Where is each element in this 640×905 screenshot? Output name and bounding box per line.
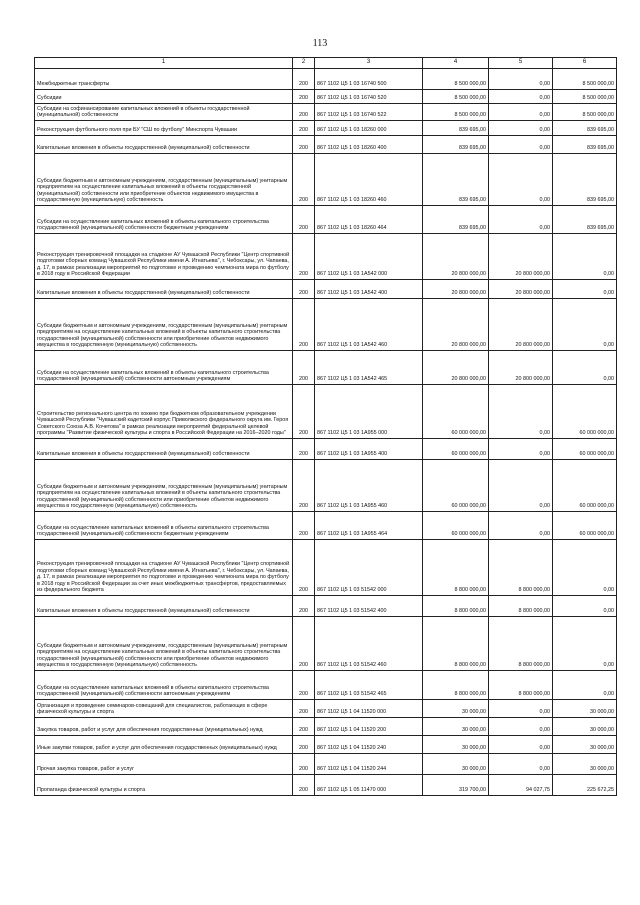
row-code-cell: 200 [293,385,315,439]
table-row [35,775,617,796]
row-name-cell: Субсидии на осуществление капитальных вложений в объекты капитального строительства государственной (муниципальной) собственности автономным учреждениям [35,671,293,700]
row-name-cell: Субсидии на осуществление капитальных вложений в объекты капитального строительства государственной (муниципальной) собственности бюджетным учреждениям [35,512,293,540]
row-code-cell: 200 [293,299,315,351]
row-kbk-cell: 867 1102 Ц5 1 03 18260 000 [315,121,423,136]
row-kbk-cell: 867 1102 Ц5 1 03 18260 464 [315,206,423,234]
column-header: 5 [489,58,553,69]
row-name-cell: Реконструкция тренировочной площадки на стадионе АУ Чувашской Республики "Центр спортивной подготовки сборных команд Чувашской Республики имени А. Игнатьева", г. Чебоксары, ул. Чапаева, д. 17, в рамках реализации мероприятий по подготовке и проведению чемпионата мира по футболу в 2018 году в Российской Федерации [35,234,293,280]
row-amount-republic-cell: 0,00 [553,540,617,596]
row-name-cell: Иные закупки товаров, работ и услуг для обеспечения государственных (муниципальных) нужд [35,736,293,754]
budget-table [34,57,617,796]
row-amount-federal-cell: 0,00 [489,700,553,718]
row-amount-federal-cell: 0,00 [489,754,553,775]
row-amount-republic-cell: 0,00 [553,671,617,700]
row-kbk-cell: 867 1102 Ц5 1 03 16740 500 [315,69,423,90]
row-kbk-cell: 867 1102 Ц5 1 04 11520 000 [315,700,423,718]
table-row [35,104,617,121]
row-name-cell: Межбюджетные трансферты [35,69,293,90]
row-amount-federal-cell: 0,00 [489,512,553,540]
row-amount-federal-cell: 0,00 [489,136,553,154]
row-amount-republic-cell: 60 000 000,00 [553,460,617,512]
table-row [35,540,617,596]
row-code-cell: 200 [293,540,315,596]
row-amount-federal-cell: 20 800 000,00 [489,280,553,299]
row-amount-cell: 839 695,00 [423,154,489,206]
row-name-cell: Капитальные вложения в объекты государственной (муниципальной) собственности [35,596,293,617]
row-amount-republic-cell: 225 672,25 [553,775,617,796]
row-amount-cell: 30 000,00 [423,718,489,736]
table-row [35,299,617,351]
row-amount-cell: 319 700,00 [423,775,489,796]
row-amount-republic-cell: 60 000 000,00 [553,439,617,460]
table-row [35,90,617,104]
row-amount-cell: 8 500 000,00 [423,104,489,121]
row-amount-federal-cell: 20 800 000,00 [489,234,553,280]
row-kbk-cell: 867 1102 Ц5 1 03 16740 520 [315,90,423,104]
row-kbk-cell: 867 1102 Ц5 1 03 51542 465 [315,671,423,700]
row-code-cell: 200 [293,280,315,299]
column-header: 1 [35,58,293,69]
row-amount-cell: 8 800 000,00 [423,596,489,617]
row-amount-cell: 60 000 000,00 [423,512,489,540]
row-name-cell: Субсидии бюджетным и автономным учреждениям, государственным (муниципальным) унитарным предприятиям на осуществление капитальных вложений в объекты государственной (муниципальной) собственности или приобретение объектов недвижимого имущества в государственную (муниципальную) собственность [35,154,293,206]
row-name-cell: Прочая закупка товаров, работ и услуг [35,754,293,775]
row-code-cell: 200 [293,775,315,796]
row-name-cell: Реконструкция футбольного поля при БУ "СШ по футболу" Минспорта Чувашии [35,121,293,136]
column-header: 3 [315,58,423,69]
row-name-cell: Капитальные вложения в объекты государственной (муниципальной) собственности [35,439,293,460]
row-kbk-cell: 867 1102 Ц5 1 03 1А542 465 [315,351,423,385]
row-amount-federal-cell: 0,00 [489,104,553,121]
row-amount-federal-cell: 8 800 000,00 [489,540,553,596]
row-code-cell: 200 [293,136,315,154]
page-number: 113 [312,38,328,49]
row-amount-cell: 30 000,00 [423,700,489,718]
row-amount-cell: 20 800 000,00 [423,280,489,299]
row-kbk-cell: 867 1102 Ц5 1 04 11520 244 [315,754,423,775]
row-amount-federal-cell: 0,00 [489,439,553,460]
table-row [35,121,617,136]
row-amount-cell: 839 695,00 [423,206,489,234]
row-code-cell: 200 [293,90,315,104]
row-amount-federal-cell: 0,00 [489,460,553,512]
row-kbk-cell: 867 1102 Ц5 1 03 1А955 460 [315,460,423,512]
row-amount-cell: 8 800 000,00 [423,617,489,671]
row-amount-federal-cell: 8 800 000,00 [489,671,553,700]
row-amount-federal-cell: 0,00 [489,154,553,206]
row-amount-federal-cell: 0,00 [489,121,553,136]
row-name-cell: Капитальные вложения в объекты государственной (муниципальной) собственности [35,280,293,299]
row-kbk-cell: 867 1102 Ц5 1 04 11520 200 [315,718,423,736]
row-amount-cell: 20 800 000,00 [423,234,489,280]
row-code-cell: 200 [293,154,315,206]
row-amount-cell: 8 800 000,00 [423,540,489,596]
row-code-cell: 200 [293,121,315,136]
row-amount-cell: 20 800 000,00 [423,299,489,351]
row-amount-cell: 8 500 000,00 [423,90,489,104]
row-amount-federal-cell: 8 800 000,00 [489,596,553,617]
row-code-cell: 200 [293,206,315,234]
row-name-cell: Реконструкция тренировочной площадки на стадионе АУ Чувашской Республики "Центр спортивной подготовки сборных команд Чувашской Республики имени А. Игнатьева", г. Чебоксары, ул. Чапаева, д. 17, в рамках реализации мероприятия по подготовке и проведению чемпионата мира по футболу в 2018 году в Российской Федерации за счет иных межбюджетных трансфертов, предоставляемых из федерального бюджета [35,540,293,596]
row-code-cell: 200 [293,69,315,90]
row-amount-republic-cell: 0,00 [553,617,617,671]
row-name-cell: Закупка товаров, работ и услуг для обеспечения государственных (муниципальных) нужд [35,718,293,736]
row-name-cell: Субсидии бюджетным и автономным учреждениям, государственным (муниципальным) унитарным предприятиям на осуществление капитальных вложений в объекты капитального строительства государственной (муниципальной) собственности или приобретение объектов недвижимого имущества в государственную (муниципальную) собственность [35,299,293,351]
row-kbk-cell: 867 1102 Ц5 1 04 11520 240 [315,736,423,754]
row-amount-cell: 60 000 000,00 [423,439,489,460]
row-amount-republic-cell: 0,00 [553,596,617,617]
row-amount-federal-cell: 94 027,75 [489,775,553,796]
row-amount-cell: 839 695,00 [423,121,489,136]
row-name-cell: Организация и проведение семинаров-совещаний для специалистов, работающих в сфере физической культуры и спорта [35,700,293,718]
table-row [35,351,617,385]
row-name-cell: Субсидии на осуществление капитальных вложений в объекты капитального строительства государственной (муниципальной) собственности автономным учреждениям [35,351,293,385]
row-amount-cell: 30 000,00 [423,736,489,754]
table-row [35,754,617,775]
row-amount-cell: 8 800 000,00 [423,671,489,700]
row-kbk-cell: 867 1102 Ц5 1 03 1А955 400 [315,439,423,460]
column-header: 6 [553,58,617,69]
table-row [35,671,617,700]
table-row [35,596,617,617]
table-row [35,206,617,234]
row-amount-republic-cell: 8 500 000,00 [553,69,617,90]
row-amount-federal-cell: 8 800 000,00 [489,617,553,671]
row-kbk-cell: 867 1102 Ц5 1 03 1А955 000 [315,385,423,439]
column-header: 2 [293,58,315,69]
row-amount-republic-cell: 30 000,00 [553,736,617,754]
table-row [35,700,617,718]
row-code-cell: 200 [293,439,315,460]
row-code-cell: 200 [293,512,315,540]
row-amount-republic-cell: 839 695,00 [553,206,617,234]
row-kbk-cell: 867 1102 Ц5 1 03 18260 400 [315,136,423,154]
row-amount-cell: 20 800 000,00 [423,351,489,385]
row-kbk-cell: 867 1102 Ц5 1 03 1А955 464 [315,512,423,540]
row-kbk-cell: 867 1102 Ц5 1 03 1А542 460 [315,299,423,351]
row-amount-republic-cell: 0,00 [553,280,617,299]
row-name-cell: Субсидии на осуществление капитальных вложений в объекты капитального строительства государственной (муниципальной) собственности бюджетным учреждениям [35,206,293,234]
row-code-cell: 200 [293,736,315,754]
row-amount-republic-cell: 30 000,00 [553,700,617,718]
table-header-row [35,58,617,69]
table-row [35,280,617,299]
row-amount-republic-cell: 8 500 000,00 [553,104,617,121]
row-amount-republic-cell: 60 000 000,00 [553,385,617,439]
row-amount-republic-cell: 8 500 000,00 [553,90,617,104]
row-amount-federal-cell: 0,00 [489,90,553,104]
table-row [35,154,617,206]
row-amount-federal-cell: 0,00 [489,718,553,736]
row-name-cell: Субсидии [35,90,293,104]
row-code-cell: 200 [293,234,315,280]
row-name-cell: Субсидии бюджетным и автономным учреждениям, государственным (муниципальным) унитарным предприятиям на осуществление капитальных вложений в объекты капитального строительства государственной (муниципальной) собственности или приобретение объектов недвижимого имущества в государственную (муниципальную) собственность [35,617,293,671]
table-row [35,718,617,736]
row-code-cell: 200 [293,104,315,121]
row-amount-federal-cell: 0,00 [489,69,553,90]
table-row [35,385,617,439]
row-amount-republic-cell: 839 695,00 [553,154,617,206]
row-amount-federal-cell: 20 800 000,00 [489,351,553,385]
row-code-cell: 200 [293,754,315,775]
row-amount-republic-cell: 0,00 [553,299,617,351]
row-kbk-cell: 867 1102 Ц5 1 03 1А542 400 [315,280,423,299]
row-name-cell: Субсидии на софинансирование капитальных вложений в объекты государственной (муниципальной) собственности [35,104,293,121]
table-row [35,439,617,460]
row-kbk-cell: 867 1102 Ц5 1 03 51542 460 [315,617,423,671]
table-row [35,234,617,280]
row-name-cell: Субсидии бюджетным и автономным учреждениям, государственным (муниципальным) унитарным предприятиям на осуществление капитальных вложений в объекты капитального строительства государственной (муниципальной) собственности или приобретение объектов недвижимого имущества в государственную (муниципальную) собственность [35,460,293,512]
row-name-cell: Строительство регионального центра по хоккею при бюджетном образовательном учреждении Чувашской Республики "Чувашский кадетский корпус Приволжского федерального округа им. Героя Советского Союза А.В. Кочетова" в рамках реализации мероприятий федеральной целевой программы "Развитие физической культуры и спорта в Российской Федерации на 2016–2020 годы" [35,385,293,439]
row-code-cell: 200 [293,617,315,671]
row-amount-republic-cell: 60 000 000,00 [553,512,617,540]
row-amount-federal-cell: 20 800 000,00 [489,299,553,351]
table-row [35,512,617,540]
row-amount-republic-cell: 30 000,00 [553,718,617,736]
row-kbk-cell: 867 1102 Ц5 1 03 1А542 000 [315,234,423,280]
row-amount-cell: 30 000,00 [423,754,489,775]
row-amount-republic-cell: 0,00 [553,234,617,280]
row-amount-republic-cell: 839 695,00 [553,121,617,136]
row-amount-cell: 60 000 000,00 [423,385,489,439]
row-code-cell: 200 [293,596,315,617]
row-kbk-cell: 867 1102 Ц5 1 03 18260 460 [315,154,423,206]
table-row [35,460,617,512]
row-kbk-cell: 867 1102 Ц5 1 03 16740 522 [315,104,423,121]
row-code-cell: 200 [293,671,315,700]
row-kbk-cell: 867 1102 Ц5 1 03 51542 000 [315,540,423,596]
row-name-cell: Пропаганда физической культуры и спорта [35,775,293,796]
row-amount-federal-cell: 0,00 [489,385,553,439]
row-name-cell: Капитальные вложения в объекты государственной (муниципальной) собственности [35,136,293,154]
column-header: 4 [423,58,489,69]
table-row [35,136,617,154]
row-kbk-cell: 867 1102 Ц5 1 03 51542 400 [315,596,423,617]
row-amount-cell: 839 695,00 [423,136,489,154]
row-amount-republic-cell: 839 695,00 [553,136,617,154]
row-code-cell: 200 [293,351,315,385]
row-amount-republic-cell: 30 000,00 [553,754,617,775]
row-code-cell: 200 [293,700,315,718]
table-row [35,69,617,90]
row-amount-cell: 60 000 000,00 [423,460,489,512]
row-amount-federal-cell: 0,00 [489,206,553,234]
table-row [35,736,617,754]
row-code-cell: 200 [293,460,315,512]
row-amount-federal-cell: 0,00 [489,736,553,754]
row-amount-cell: 8 500 000,00 [423,69,489,90]
table-row [35,617,617,671]
row-amount-republic-cell: 0,00 [553,351,617,385]
row-kbk-cell: 867 1102 Ц5 1 05 11470 000 [315,775,423,796]
row-code-cell: 200 [293,718,315,736]
